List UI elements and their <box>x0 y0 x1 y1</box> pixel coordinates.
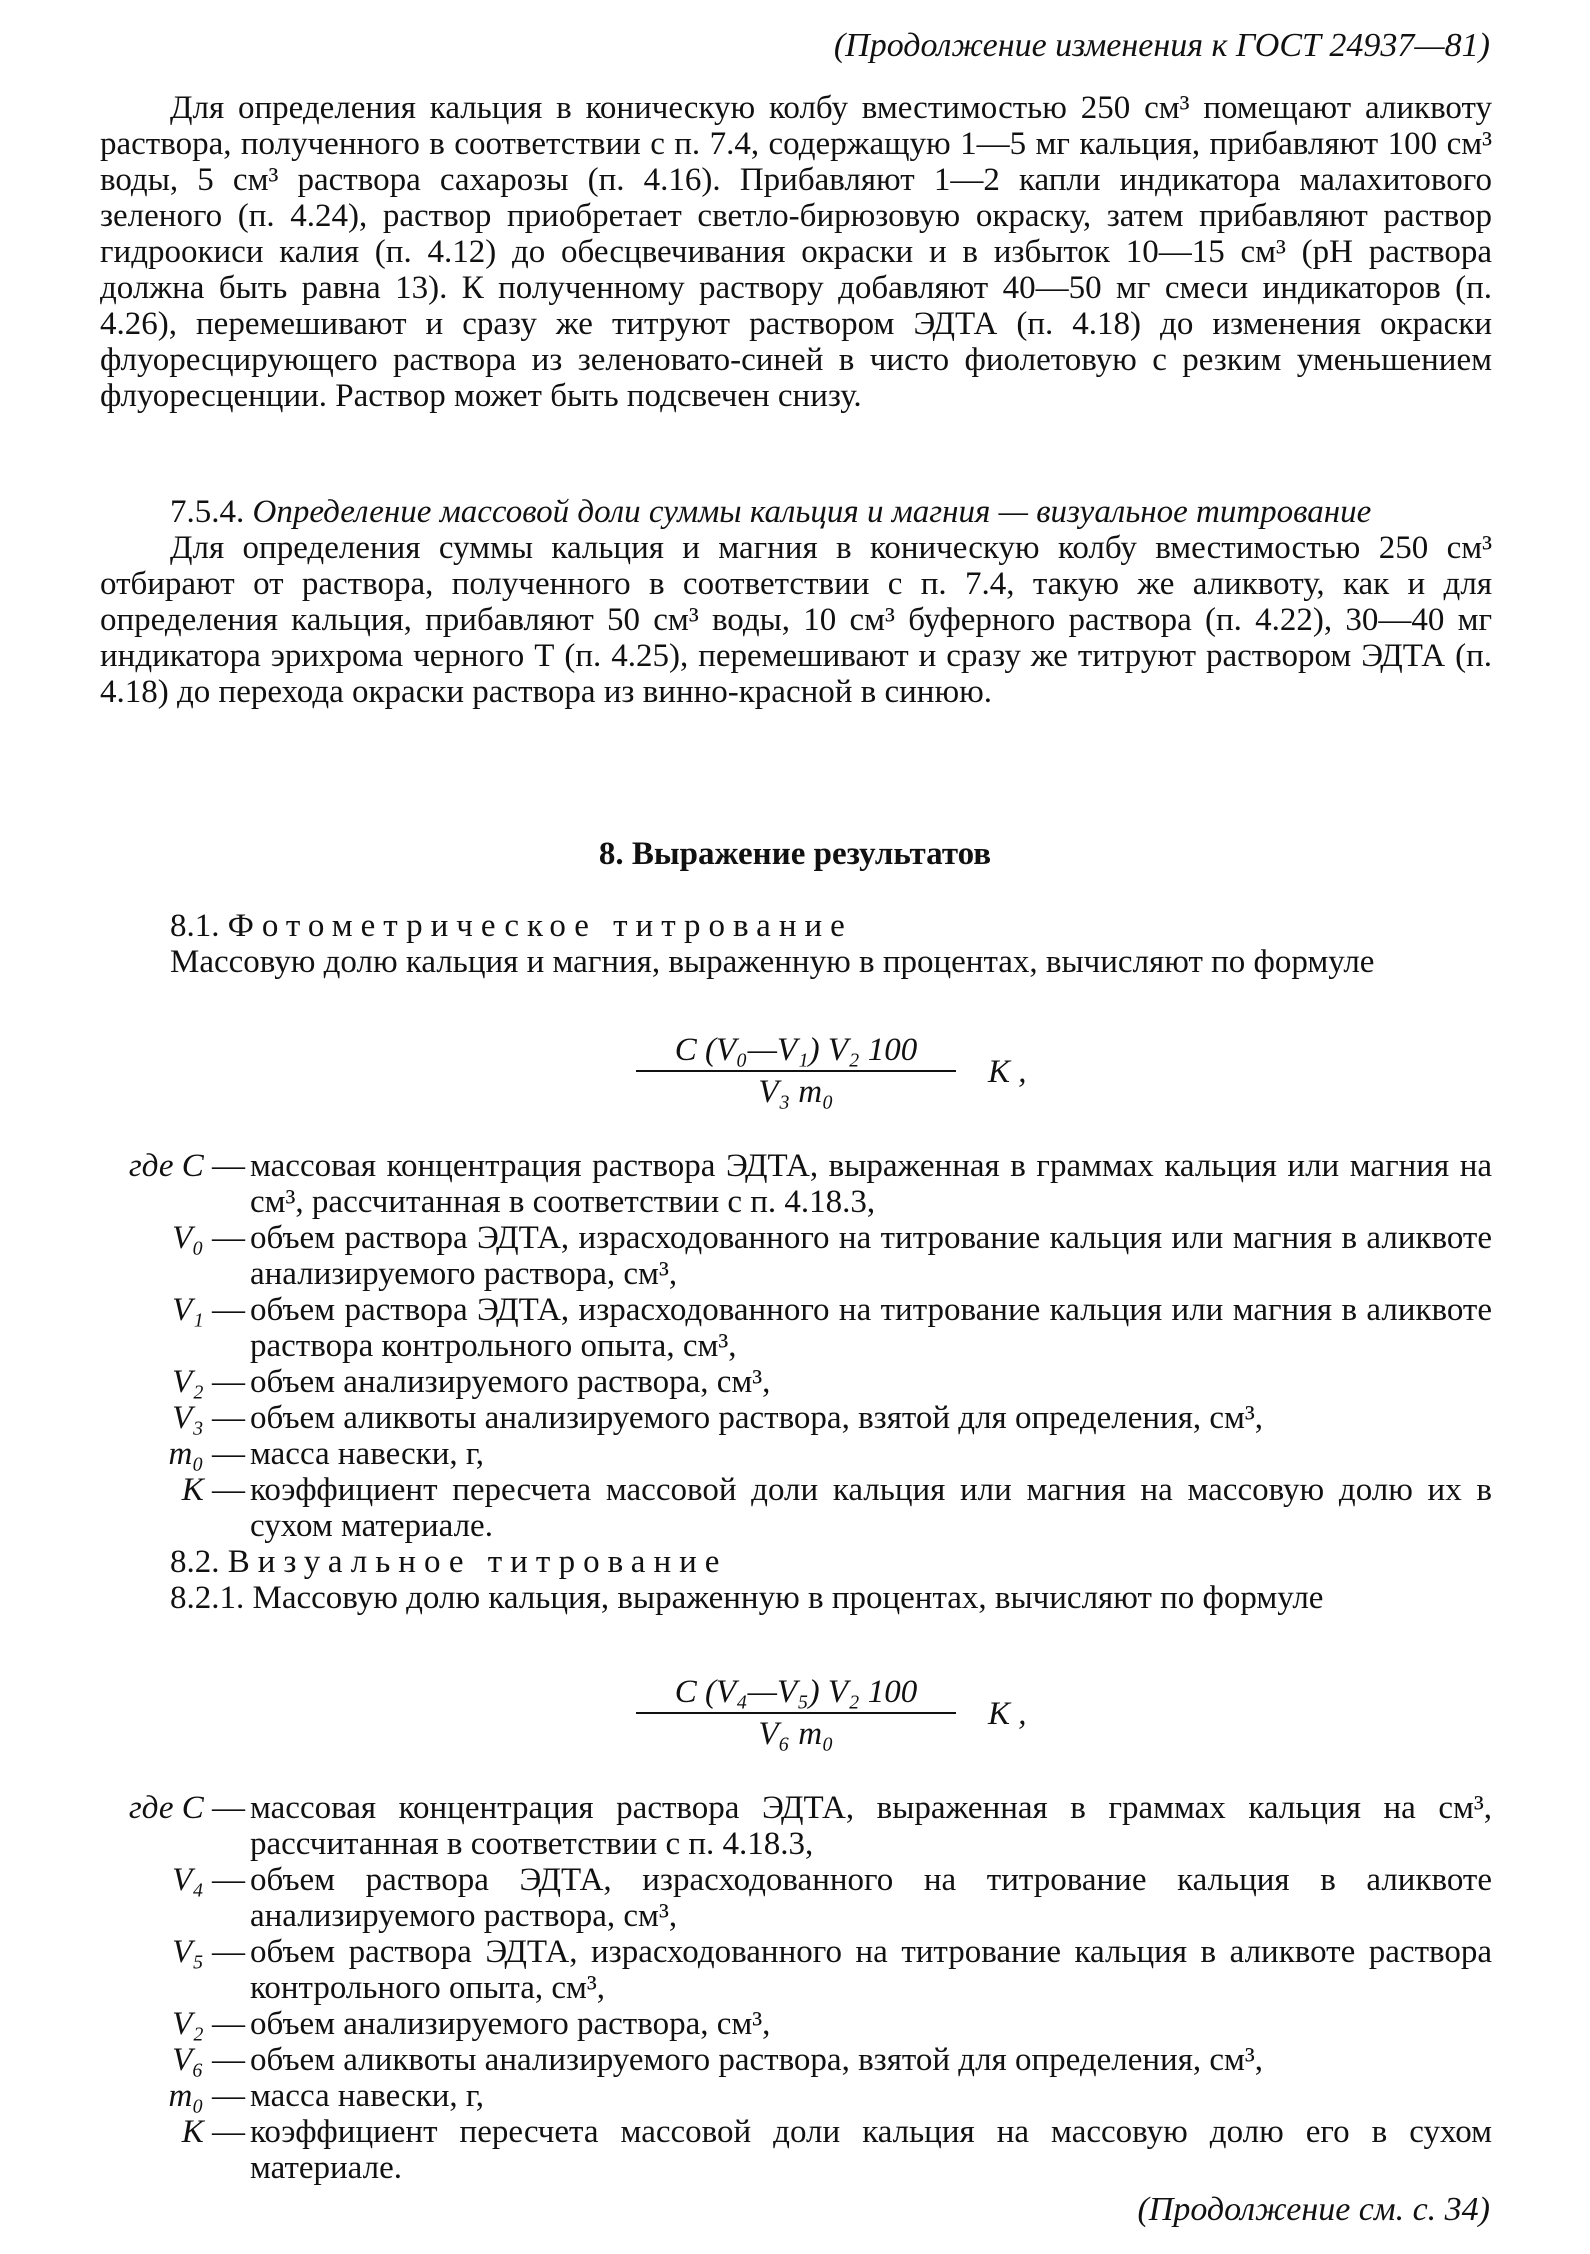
definition-symbol: V₀ <box>172 1220 204 1256</box>
definition-symbol: V₁ <box>172 1292 204 1328</box>
definition-text: объем анализируемого раствора, см³, <box>250 1364 771 1400</box>
definition-symbol: m₀ <box>168 2078 204 2114</box>
definition-row: V₂ — объем анализируемого раствора, см³, <box>100 1364 1492 1400</box>
definition-row: где C — массовая концентрация раствора ЭДТА, выраженная в граммах кальция на см³, рассчитанная в соответствии с п. 4.18.3, <box>128 1790 1492 1862</box>
definition-text: объем раствора ЭДТА, израсходованного на титрование кальция или магния в аликвоте раствора контрольного опыта, см³, <box>250 1292 1492 1364</box>
definition-row: где C — массовая концентрация раствора ЭДТА, выраженная в граммах кальция или магния на см³, рассчитанная в соответствии с п. 4.18.3, <box>128 1148 1492 1220</box>
definition-text: объем раствора ЭДТА, израсходованного на титрование кальция в аликвоте раствора контрольного опыта, см³, <box>250 1934 1492 2006</box>
definition-symbol: где C <box>128 1148 204 1184</box>
section-754-number: 7.5.4. <box>170 494 245 530</box>
formula-821-factor: K , <box>988 1696 1027 1732</box>
section-81-intro: Массовую долю кальция и магния, выраженную в процентах, вычисляют по формуле <box>170 944 1375 980</box>
definition-symbol: K <box>181 1472 204 1508</box>
formula-81-factor: K , <box>988 1054 1027 1090</box>
definition-text: коэффициент пересчета массовой доли кальция на массовую долю его в сухом материале. <box>250 2114 1492 2186</box>
definition-text: объем аликвоты анализируемого раствора, взятой для определения, см³, <box>250 1400 1264 1436</box>
definition-text: масса навески, г, <box>250 1436 484 1472</box>
definition-text: объем раствора ЭДТА, израсходованного на титрование кальция или магния в аликвоте анализируемого раствора, см³, <box>250 1220 1492 1292</box>
formula-81-fraction <box>636 1032 956 1110</box>
definition-text: коэффициент пересчета массовой доли кальция или магния на массовую долю их в сухом материале. <box>250 1472 1492 1544</box>
section-821-intro: Массовую долю кальция, выраженную в процентах, вычисляют по формуле <box>252 1580 1324 1616</box>
fraction-bar <box>636 1712 956 1714</box>
definition-symbol: V₄ <box>172 1862 204 1898</box>
definition-symbol: V₂ <box>172 2006 204 2042</box>
definition-symbol: V₃ <box>172 1400 204 1436</box>
section-754-title: Определение массовой доли суммы кальция и магния — визуальное титрование <box>252 494 1372 530</box>
section-81-block <box>100 908 1492 980</box>
definition-text: массовая концентрация раствора ЭДТА, выраженная в граммах кальция на см³, рассчитанная в соответствии с п. 4.18.3, <box>250 1790 1492 1862</box>
section-754-block <box>100 494 1492 710</box>
definition-symbol: V₂ <box>172 1364 204 1400</box>
section-821-paragraph <box>100 1580 1492 1616</box>
section-8-title: 8. Выражение результатов <box>598 836 992 872</box>
formula-821-fraction <box>636 1674 956 1752</box>
section-753-paragraph: Для определения кальция в коническую колбу вместимостью 250 см³ помещают аликвоту раствора, полученного в соответствии с п. 7.4, содержащую 1—5 мг кальция, прибавляют 100 см³ воды, 5 см³ раствора сахарозы (п. 4.16). Прибавляют 1—2 капли индикатора малахитового зеленого (п. 4.24), раствор приобретает светло-бирюзовую окраску, затем прибавляют раствор гидроокиси калия (п. 4.12) до обесцвечивания окраски и в избыток 10—15 см³ (рН раствора должна быть равна 13). К полученному раствору добавляют 40—50 мг смеси индикаторов (п. 4.26), перемешивают и сразу же титруют раствором ЭДТА (п. 4.18) до изменения окраски флуоресцирующего раствора из зеленовато-синей в чисто фиолетовую с резким уменьшением флуоресценции. Раствор может быть подсвечен снизу. <box>100 90 1492 414</box>
section-81-heading <box>100 908 1492 944</box>
formula-81-denominator: V₃ m₀ <box>758 1074 834 1110</box>
section-753-block <box>100 90 1492 414</box>
definition-row: K — коэффициент пересчета массовой доли кальция на массовую долю его в сухом материале. <box>181 2114 1492 2186</box>
continuation-footer: (Продолжение см. с. 34) <box>1137 2191 1490 2228</box>
definition-symbol: m₀ <box>168 1436 204 1472</box>
definition-symbol: K <box>181 2114 204 2150</box>
section-82-number: 8.2. <box>170 1544 220 1580</box>
definition-row: V₅ — объем раствора ЭДТА, израсходованного на титрование кальция в аликвоте раствора контрольного опыта, см³, <box>172 1934 1492 2006</box>
continuation-header: (Продолжение изменения к ГОСТ 24937—81) <box>833 27 1490 64</box>
definition-text: объем аликвоты анализируемого раствора, взятой для определения, см³, <box>250 2042 1264 2078</box>
definition-text: массовая концентрация раствора ЭДТА, выраженная в граммах кальция или магния на см³, рассчитанная в соответствии с п. 4.18.3, <box>250 1148 1492 1220</box>
formula-821-numerator: C (V₄—V₅) V₂ 100 <box>674 1674 918 1710</box>
section-82-title: Визуальное титрование <box>227 1544 728 1580</box>
section-754-paragraph: Для определения суммы кальция и магния в коническую колбу вместимостью 250 см³ отбирают от раствора, полученного в соответствии с п. 7.4, такую же аликвоту, как и для определения кальция, прибавляют 50 см³ воды, 10 см³ буферного раствора (п. 4.22), 30—40 мг индикатора эрихрома черного Т (п. 4.25), перемешивают и сразу же титруют раствором ЭДТА (п. 4.18) до перехода окраски раствора из винно-красной в синюю. <box>100 530 1492 710</box>
formula-81-numerator: C (V₀—V₁) V₂ 100 <box>674 1032 918 1068</box>
definition-symbol: где C <box>128 1790 204 1826</box>
definition-row: V₁ — объем раствора ЭДТА, израсходованного на титрование кальция или магния в аликвоте раствора контрольного опыта, см³, <box>172 1292 1492 1364</box>
section-82-block <box>100 1544 1492 1616</box>
section-821-definitions <box>100 1790 1492 2186</box>
section-81-definitions <box>100 1148 1492 1544</box>
section-82-heading <box>100 1544 1492 1580</box>
definition-row: V₃ — объем аликвоты анализируемого раствора, взятой для определения, см³, <box>100 1400 1492 1436</box>
definition-text: объем раствора ЭДТА, израсходованного на титрование кальция в аликвоте анализируемого раствора, см³, <box>250 1862 1492 1934</box>
definition-row: V₀ — объем раствора ЭДТА, израсходованного на титрование кальция или магния в аликвоте анализируемого раствора, см³, <box>172 1220 1492 1292</box>
definition-row: V₄ — объем раствора ЭДТА, израсходованного на титрование кальция в аликвоте анализируемого раствора, см³, <box>172 1862 1492 1934</box>
definition-row: V₆ — объем аликвоты анализируемого раствора, взятой для определения, см³, <box>100 2042 1492 2078</box>
definition-text: объем анализируемого раствора, см³, <box>250 2006 771 2042</box>
definition-text: масса навески, г, <box>250 2078 484 2114</box>
fraction-bar <box>636 1070 956 1072</box>
section-81-title: Фотометрическое титрование <box>227 908 853 944</box>
section-754-heading <box>100 494 1492 530</box>
formula-821-denominator: V₆ m₀ <box>758 1716 834 1752</box>
section-821-number: 8.2.1. <box>170 1580 245 1616</box>
definition-row: V₂ — объем анализируемого раствора, см³, <box>100 2006 1492 2042</box>
definition-row: m₀ — масса навески, г, <box>100 2078 1492 2114</box>
definition-symbol: V₆ <box>172 2042 204 2078</box>
definition-row: m₀ — масса навески, г, <box>100 1436 1492 1472</box>
section-81-number: 8.1. <box>170 908 220 944</box>
definition-row: K — коэффициент пересчета массовой доли кальция или магния на массовую долю их в сухом материале. <box>181 1472 1492 1544</box>
definition-symbol: V₅ <box>172 1934 204 1970</box>
